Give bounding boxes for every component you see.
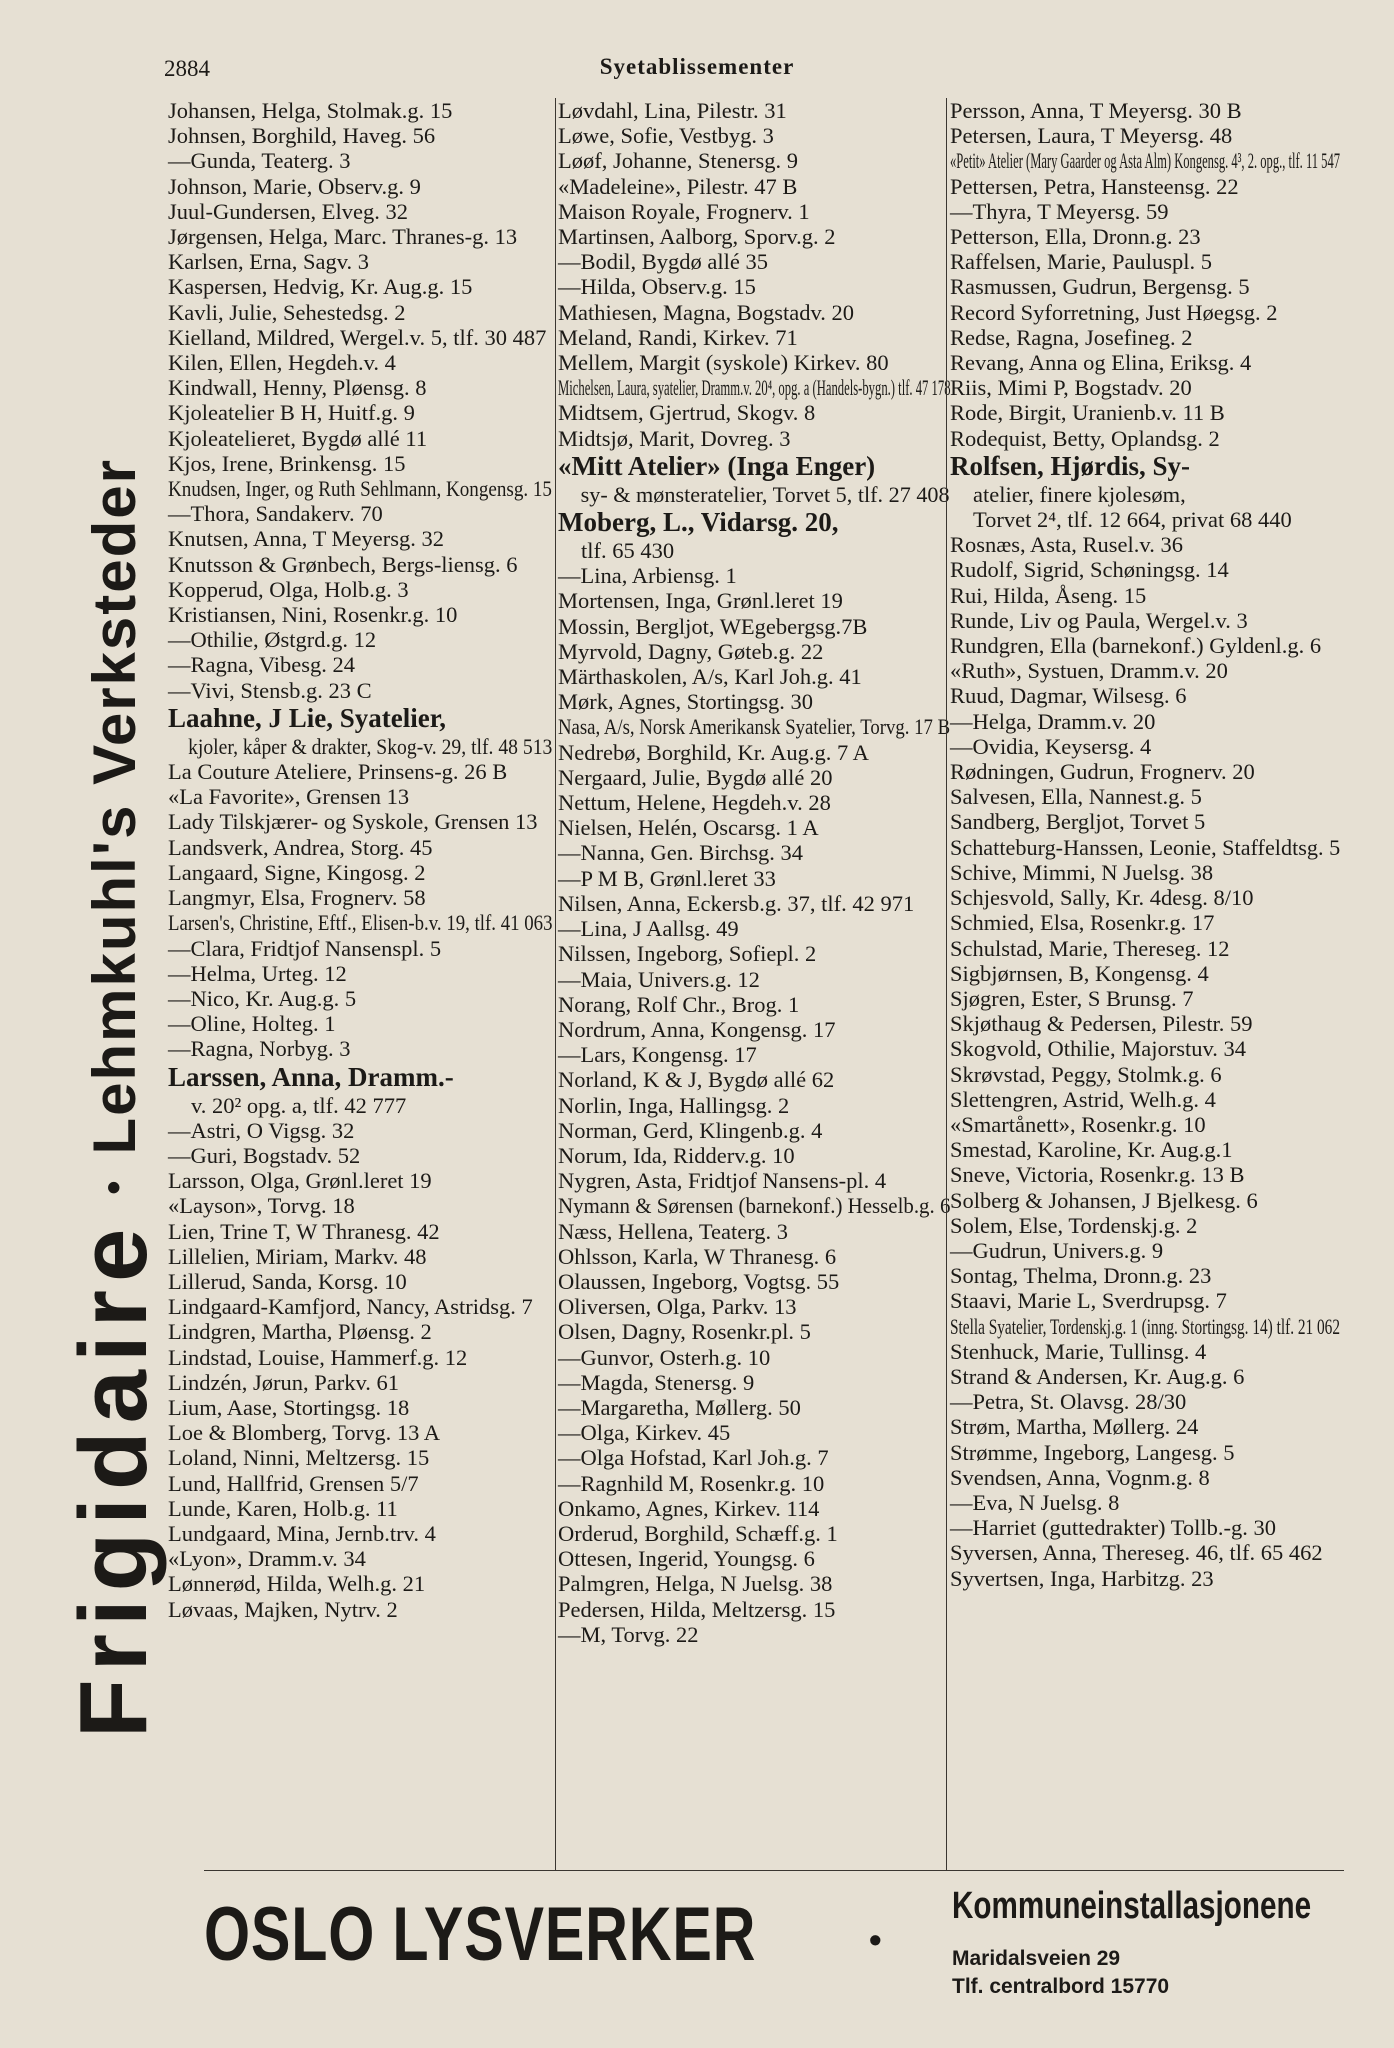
directory-entry: Meland, Randi, Kirkev. 71 [558,324,798,350]
directory-entry: Rodequist, Betty, Oplandsg. 2 [950,425,1220,451]
directory-entry: —Vivi, Stensb.g. 23 C [168,677,372,703]
directory-entry: Torvet 2⁴, tlf. 12 664, privat 68 440 [973,507,1292,533]
directory-entry: Kopperud, Olga, Holb.g. 3 [168,576,409,602]
directory-entry: —Harriet (guttedrakter) Tollb.-g. 30 [950,1515,1277,1541]
directory-entry: —Olga Hofstad, Karl Joh.g. 7 [558,1445,829,1471]
directory-entry: Nedrebø, Borghild, Kr. Aug.g. 7 A [558,739,869,765]
directory-entry: Oliversen, Olga, Parkv. 13 [558,1294,797,1320]
directory-entry: —Hilda, Observ.g. 15 [558,274,756,300]
directory-entry: «Layson», Torvg. 18 [168,1193,355,1219]
directory-entry: Lundgaard, Mina, Jernb.trv. 4 [168,1520,436,1546]
directory-entry: Stenhuck, Marie, Tullinsg. 4 [950,1338,1207,1364]
directory-entry: Juul-Gundersen, Elveg. 32 [168,198,408,224]
directory-entry: Ohlsson, Karla, W Thranesg. 6 [558,1243,837,1269]
directory-entry: Lien, Trine T, W Thranesg. 42 [168,1218,440,1244]
directory-entry: —Ovidia, Keysersg. 4 [950,733,1152,759]
directory-entry: Rudolf, Sigrid, Schøningsg. 14 [950,557,1229,583]
directory-entry: Mathiesen, Magna, Bogstadv. 20 [558,299,854,325]
directory-entry: Mossin, Bergljot, WEgebergsg.7B [558,613,868,639]
directory-entry: Persson, Anna, T Meyersg. 30 B [950,98,1242,123]
directory-entry: Lunde, Karen, Holb.g. 11 [168,1495,398,1521]
directory-entry: Staavi, Marie L, Sverdrupsg. 7 [950,1288,1227,1314]
directory-entry: Midtsem, Gjertrud, Skogv. 8 [558,400,816,426]
ad-company-name: OSLO LYSVERKER [204,1892,757,1977]
directory-entry: Schatteburg-Hanssen, Leonie, Staffeldtsg. 5 [950,834,1341,860]
running-head: Syetablissementer [599,54,795,79]
directory-entry: Løvaas, Majken, Nytrv. 2 [168,1596,398,1622]
directory-entry: Lindstad, Louise, Hammerf.g. 12 [168,1344,468,1370]
directory-entry: Slettengren, Astrid, Welh.g. 4 [950,1086,1216,1112]
directory-entry: Michelsen, Laura, syatelier, Dramm.v. 20⁴, opg. a (Handels-bygn.) tlf. 47 178 [558,375,951,401]
directory-entry: Mellem, Margit (syskole) Kirkev. 80 [558,350,889,376]
directory-entry: Johansen, Helga, Stolmak.g. 15 [168,98,453,123]
directory-entry: Kjoleatelieret, Bygdø allé 11 [168,425,428,451]
directory-entry: Knudsen, Inger, og Ruth Sehlmann, Kongensg. 15 [168,476,552,502]
directory-entry: kjoler, kåper & drakter, Skog-v. 29, tlf. 48 513 [188,733,553,759]
directory-entry: Martinsen, Aalborg, Sporv.g. 2 [558,224,836,250]
directory-entry: Løøf, Johanne, Stenersg. 9 [558,148,798,174]
directory-column-1 [168,98,552,1622]
directory-entry: —Ragna, Vibesg. 24 [168,652,355,678]
directory-entry: —Clara, Fridtjof Nansenspl. 5 [168,935,442,961]
directory-entry: Norlin, Inga, Hallingsg. 2 [558,1092,790,1118]
directory-entry: Næss, Hellena, Teaterg. 3 [558,1218,789,1244]
directory-entry: Lillerud, Sanda, Korsg. 10 [168,1268,407,1294]
directory-entry: Petterson, Ella, Dronn.g. 23 [950,224,1201,250]
directory-entry: Johnsen, Borghild, Haveg. 56 [168,123,436,149]
directory-entry: Myrvold, Dagny, Gøteb.g. 22 [558,638,824,664]
directory-entry: «Smartånett», Rosenkr.g. 10 [950,1111,1206,1137]
directory-entry: Sneve, Victoria, Rosenkr.g. 13 B [950,1162,1245,1188]
page-number: 2884 [164,56,210,81]
directory-entry: Loland, Ninni, Meltzersg. 15 [168,1445,430,1471]
directory-entry: Kindwall, Henny, Pløensg. 8 [168,375,427,401]
directory-entry: Olaussen, Ingeborg, Vogtsg. 55 [558,1268,840,1294]
directory-entry: Midtsjø, Marit, Dovreg. 3 [558,425,791,451]
directory-entry: Larssen, Anna, Dramm.- [168,1061,454,1092]
directory-entry: —Guri, Bogstadv. 52 [168,1142,361,1168]
directory-entry: Olsen, Dagny, Rosenkr.pl. 5 [558,1319,811,1345]
directory-entry: —Ragnhild M, Rosenkr.g. 10 [558,1470,825,1496]
directory-entry: Karlsen, Erna, Sagv. 3 [168,249,369,275]
directory-entry: Redse, Ragna, Josefineg. 2 [950,324,1193,350]
directory-entry: Langaard, Signe, Kingosg. 2 [168,859,426,885]
directory-entry: —Olga, Kirkev. 45 [558,1420,731,1446]
directory-entry: Schjesvold, Sally, Kr. 4desg. 8/10 [950,885,1254,911]
directory-entry: Nasa, A/s, Norsk Amerikansk Syatelier, Torvg. 17 B [558,714,951,740]
directory-entry: Nordrum, Anna, Kongensg. 17 [558,1016,836,1042]
directory-entry: Ruud, Dagmar, Wilsesg. 6 [950,683,1187,709]
directory-entry: Nilssen, Ingeborg, Sofiepl. 2 [558,941,817,967]
directory-entry: «Petit» Atelier (Mary Gaarder og Asta Alm) Kongensg. 4³, 2. opg., tlf. 11 547 [950,148,1341,174]
directory-entry: Mortensen, Inga, Grønl.leret 19 [558,588,843,614]
directory-entry: sy- & mønsteratelier, Torvet 5, tlf. 27 408 [580,481,950,507]
directory-entry: Rødningen, Gudrun, Frognerv. 20 [950,759,1255,785]
directory-entry: Strømme, Ingeborg, Langesg. 5 [950,1439,1235,1465]
directory-entry: Pettersen, Petra, Hansteensg. 22 [950,173,1239,199]
ad-department: Kommuneinstallasjonene [952,1885,1312,1927]
directory-entry: Kjos, Irene, Brinkensg. 15 [168,450,406,476]
directory-entry: —Eva, N Juelsg. 8 [950,1489,1120,1515]
directory-entry: —Bodil, Bygdø allé 35 [558,249,768,275]
directory-entry: Skrøvstad, Peggy, Stolmk.g. 6 [950,1061,1222,1087]
directory-entry: Schmied, Elsa, Rosenkr.g. 17 [950,910,1215,936]
directory-entry: Larsson, Olga, Grønl.leret 19 [168,1168,432,1194]
directory-entry: —Nico, Kr. Aug.g. 5 [168,985,357,1011]
directory-entry: Kielland, Mildred, Wergel.v. 5, tlf. 30 487 [168,324,547,350]
directory-column-3 [950,98,1340,1591]
directory-entry: Syversen, Anna, Thereseg. 46, tlf. 65 462 [950,1540,1323,1566]
directory-entry: Schulstad, Marie, Thereseg. 12 [950,935,1230,961]
directory-entry: Larsen's, Christine, Eftf., Elisen-b.v. 19, tlf. 41 063 [168,910,553,936]
directory-entry: Knutsson & Grønbech, Bergs-liensg. 6 [168,551,518,577]
directory-entry: —M, Torvg. 22 [558,1621,699,1647]
directory-entry: Sontag, Thelma, Dronn.g. 23 [950,1263,1212,1289]
ad-bullet: • [869,1919,882,1960]
directory-entry: Riis, Mimi P, Bogstadv. 20 [950,375,1192,401]
directory-entry: —Lars, Kongensg. 17 [558,1042,757,1068]
directory-entry: Rundgren, Ella (barnekonf.) Gyldenl.g. 6 [950,633,1322,659]
side-ad-separator: • [91,1180,136,1195]
directory-entry: Raffelsen, Marie, Pauluspl. 5 [950,249,1213,275]
directory-entry: —Helma, Urteg. 12 [168,960,347,986]
directory-entry: Ottesen, Ingerid, Youngsg. 6 [558,1546,815,1572]
directory-entry: —Thora, Sandakerv. 70 [168,501,383,527]
column-divider [946,98,947,1870]
directory-entry: Nettum, Helene, Hegdeh.v. 28 [558,790,831,816]
directory-entry: —Othilie, Østgrd.g. 12 [168,627,377,653]
directory-entry: Pedersen, Hilda, Meltzersg. 15 [558,1596,836,1622]
directory-entry: Kilen, Ellen, Hegdeh.v. 4 [168,350,396,376]
directory-entry: —Gunda, Teaterg. 3 [168,148,351,174]
directory-entry: Langmyr, Elsa, Frognerv. 58 [168,885,426,911]
directory-entry: Mørk, Agnes, Stortingsg. 30 [558,689,814,715]
directory-entry: —Helga, Dramm.v. 20 [950,708,1156,734]
directory-entry: Loe & Blomberg, Torvg. 13 A [168,1420,440,1446]
directory-entry: Rode, Birgit, Uranienb.v. 11 B [950,400,1225,426]
bottom-advertisement [204,1870,1344,2031]
directory-entry: Laahne, J Lie, Syatelier, [168,702,447,733]
directory-entry: Jørgensen, Helga, Marc. Thranes-g. 13 [168,224,518,250]
directory-entry: Moberg, L., Vidarsg. 20, [558,507,839,538]
directory-entry: Record Syforretning, Just Høegsg. 2 [950,299,1278,325]
ad-address: Maridalsveien 29 [952,1947,1121,1970]
directory-entry: Syvertsen, Inga, Harbitzg. 23 [950,1565,1214,1591]
directory-entry: Nygren, Asta, Fridtjof Nansens-pl. 4 [558,1168,887,1194]
directory-entry: Løvdahl, Lina, Pilestr. 31 [558,98,787,123]
directory-entry: Rosnæs, Asta, Rusel.v. 36 [950,532,1183,558]
column-divider [555,98,556,1870]
directory-entry: Lindgaard-Kamfjord, Nancy, Astridsg. 7 [168,1294,533,1320]
directory-entry: «Lyon», Dramm.v. 34 [168,1546,366,1572]
directory-entry: Lund, Hallfrid, Grensen 5/7 [168,1470,419,1496]
directory-entry: Rui, Hilda, Åseng. 15 [950,582,1147,608]
directory-entry: Landsverk, Andrea, Storg. 45 [168,834,433,860]
directory-entry: Revang, Anna og Elina, Eriksg. 4 [950,350,1252,376]
directory-entry: Svendsen, Anna, Vognm.g. 8 [950,1464,1210,1490]
directory-entry: —Ragna, Norbyg. 3 [168,1036,351,1062]
directory-entry: Märthaskolen, A/s, Karl Joh.g. 41 [558,664,862,690]
directory-entry: Norland, K & J, Bygdø allé 62 [558,1067,835,1093]
directory-entry: —Thyra, T Meyersg. 59 [950,198,1169,224]
directory-entry: Johnson, Marie, Observ.g. 9 [168,173,421,199]
directory-entry: —Lina, J Aallsg. 49 [558,916,739,942]
directory-entry: Lium, Aase, Stortingsg. 18 [168,1394,410,1420]
directory-entry: «Madeleine», Pilestr. 47 B [558,173,798,199]
directory-entry: Strøm, Martha, Møllerg. 24 [950,1414,1199,1440]
directory-entry: Knutsen, Anna, T Meyersg. 32 [168,526,445,552]
directory-entry: Kaspersen, Hedvig, Kr. Aug.g. 15 [168,274,473,300]
directory-entry: La Couture Ateliere, Prinsens-g. 26 B [168,759,508,785]
directory-entry: v. 20² opg. a, tlf. 42 777 [191,1092,407,1118]
directory-entry: Solberg & Johansen, J Bjelkesg. 6 [950,1187,1258,1213]
directory-entry: Runde, Liv og Paula, Wergel.v. 3 [950,607,1248,633]
directory-entry: Lindgren, Martha, Pløensg. 2 [168,1319,432,1345]
directory-entry: Rolfsen, Hjørdis, Sy- [950,450,1191,481]
directory-entry: «La Favorite», Grensen 13 [168,784,410,810]
directory-column-2 [558,98,950,1647]
directory-entry: «Ruth», Systuen, Dramm.v. 20 [950,658,1228,684]
directory-entry: —Petra, St. Olavsg. 28/30 [950,1389,1187,1415]
directory-entry: Norman, Gerd, Klingenb.g. 4 [558,1117,823,1143]
directory-entry: Kavli, Julie, Sehestedsg. 2 [168,299,406,325]
directory-columns [0,98,1394,1878]
directory-entry: Maison Royale, Frognerv. 1 [558,198,810,224]
directory-entry: —P M B, Grønl.leret 33 [558,865,776,891]
directory-entry: Lady Tilskjærer- og Syskole, Grensen 13 [168,809,538,835]
directory-entry: —Oline, Holteg. 1 [168,1011,336,1037]
directory-entry: Lindzén, Jørun, Parkv. 61 [168,1369,399,1395]
directory-entry: —Astri, O Vigsg. 32 [168,1117,355,1143]
directory-entry: Smestad, Karoline, Kr. Aug.g.1 [950,1137,1233,1163]
directory-entry: Lønnerød, Hilda, Welh.g. 21 [168,1571,426,1597]
directory-entry: Løwe, Sofie, Vestbyg. 3 [558,123,774,149]
directory-entry: Schive, Mimmi, N Juelsg. 38 [950,859,1214,885]
directory-entry: Sjøgren, Ester, S Brunsg. 7 [950,985,1194,1011]
directory-entry: Onkamo, Agnes, Kirkev. 114 [558,1495,820,1521]
ad-phone: Tlf. centralbord 15770 [952,1975,1170,1998]
directory-entry: atelier, finere kjolesøm, [973,481,1186,507]
directory-entry: Kjoleatelier B H, Huitf.g. 9 [168,400,415,426]
directory-entry: Nielsen, Helén, Oscarsg. 1 A [558,815,819,841]
directory-entry: —Lina, Arbiensg. 1 [558,563,737,589]
directory-entry: —Margaretha, Møllerg. 50 [558,1394,801,1420]
directory-entry: Sandberg, Bergljot, Torvet 5 [950,809,1206,835]
directory-entry: —Gunvor, Osterh.g. 10 [558,1344,771,1370]
directory-entry: Orderud, Borghild, Schæff.g. 1 [558,1520,838,1546]
directory-entry: —Maia, Univers.g. 12 [558,966,760,992]
directory-entry: —Nanna, Gen. Birchsg. 34 [558,840,803,866]
directory-entry: «Mitt Atelier» (Inga Enger) [558,450,876,481]
directory-entry: Norum, Ida, Ridderv.g. 10 [558,1142,795,1168]
directory-entry: —Magda, Stenersg. 9 [558,1369,755,1395]
side-ad-brand: Frigidaire [60,1220,167,1738]
directory-entry: Strand & Andersen, Kr. Aug.g. 6 [950,1363,1245,1389]
directory-entry: tlf. 65 430 [581,538,675,564]
directory-entry: Lillelien, Miriam, Markv. 48 [168,1243,427,1269]
directory-entry: Salvesen, Ella, Nannest.g. 5 [950,784,1202,810]
directory-entry: Kristiansen, Nini, Rosenkr.g. 10 [168,602,458,628]
directory-entry: Norang, Rolf Chr., Brog. 1 [558,991,800,1017]
directory-entry: Solem, Else, Tordenskj.g. 2 [950,1212,1198,1238]
directory-entry: Skogvold, Othilie, Majorstuv. 34 [950,1036,1247,1062]
directory-entry: Stella Syatelier, Tordenskj.g. 1 (inng. Stortingsg. 14) tlf. 21 062 [950,1313,1341,1339]
side-ad-name: Lehmkuhl's Verksteder [80,457,148,1155]
directory-entry: Nymann & Sørensen (barnekonf.) Hesselb.g. 6 [558,1193,951,1219]
directory-entry: Sigbjørnsen, B, Kongensg. 4 [950,960,1209,986]
directory-entry: —Gudrun, Univers.g. 9 [950,1237,1164,1263]
directory-entry: Petersen, Laura, T Meyersg. 48 [950,123,1233,149]
directory-entry: Rasmussen, Gudrun, Bergensg. 5 [950,274,1250,300]
directory-entry: Palmgren, Helga, N Juelsg. 38 [558,1571,833,1597]
directory-entry: Skjøthaug & Pedersen, Pilestr. 59 [950,1011,1253,1037]
directory-entry: Nergaard, Julie, Bygdø allé 20 [558,764,833,790]
directory-entry: Nilsen, Anna, Eckersb.g. 37, tlf. 42 971 [558,890,915,916]
